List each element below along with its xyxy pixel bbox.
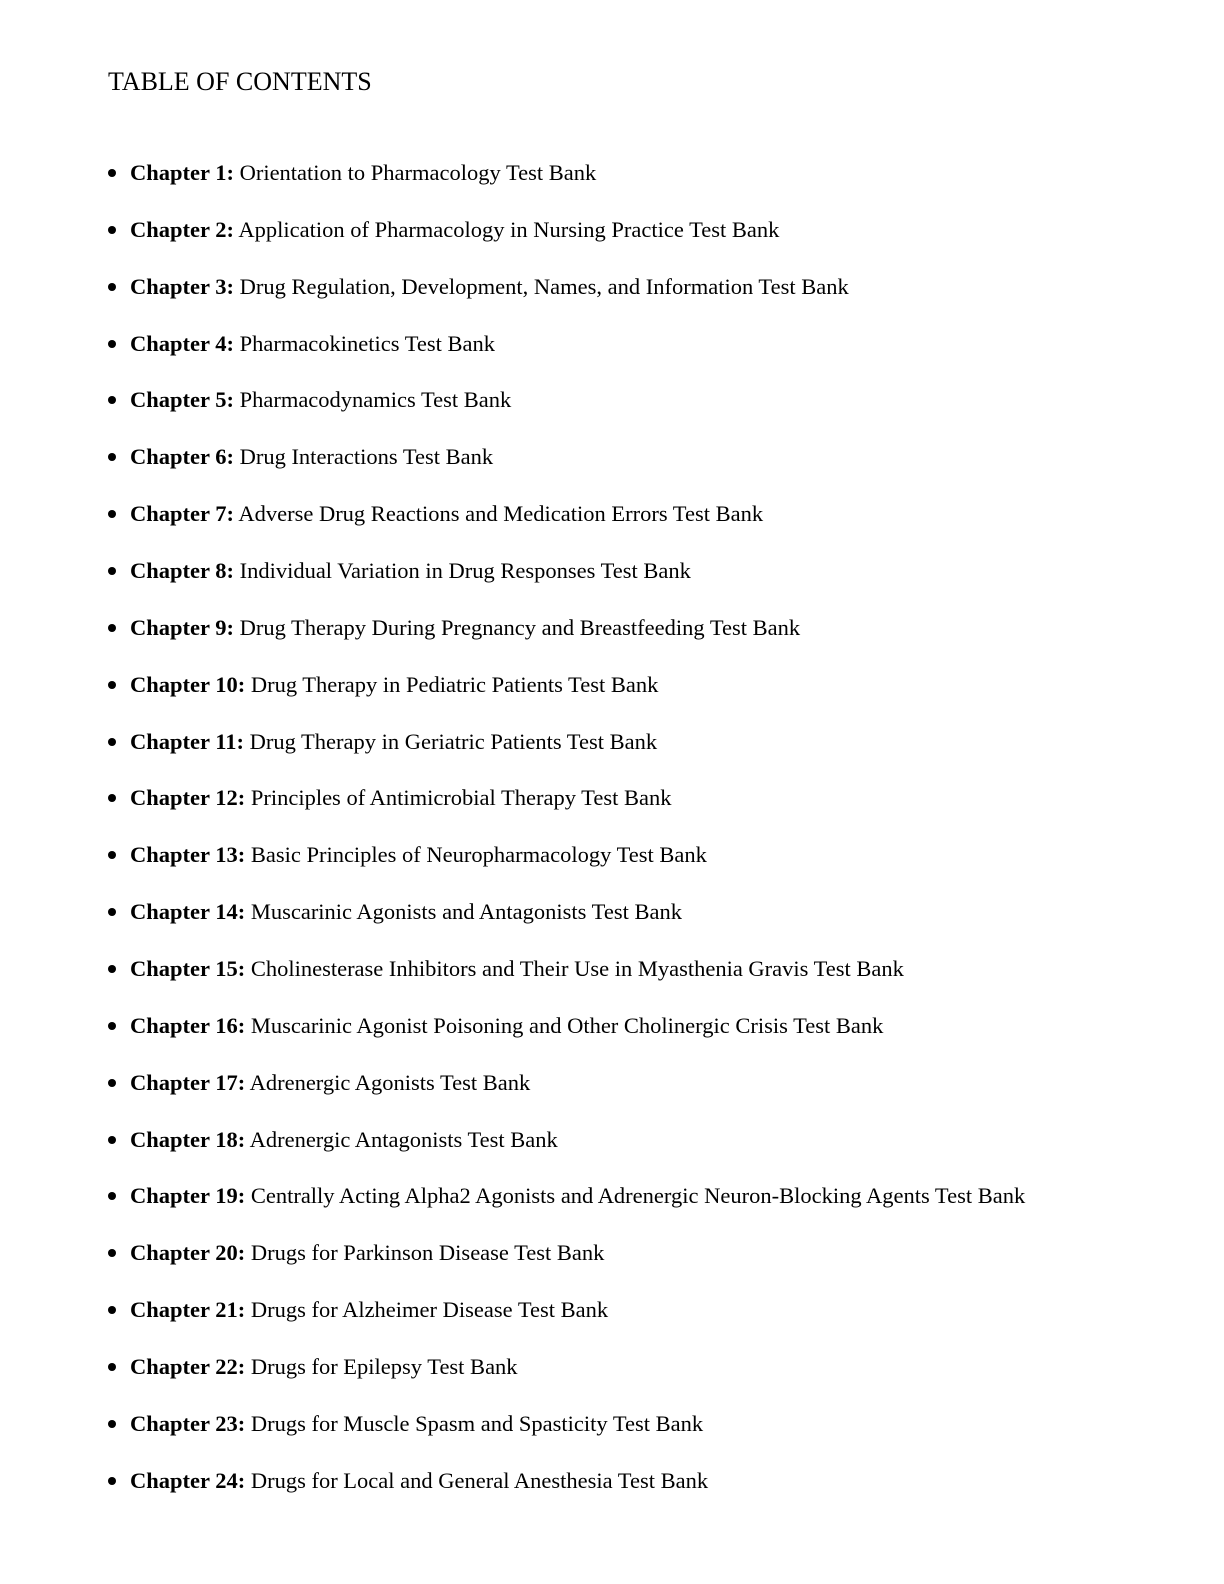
chapter-entry: [130, 1293, 608, 1327]
bullet-icon: [108, 681, 116, 689]
bullet-icon: [108, 908, 116, 916]
chapter-list-item: [104, 725, 1144, 759]
chapter-title: Drugs for Epilepsy Test Bank: [250, 1353, 518, 1379]
chapter-list-item: [104, 156, 1144, 190]
chapter-entry: [130, 895, 682, 929]
chapter-list-item: [104, 440, 1144, 474]
bullet-icon: [108, 1420, 116, 1428]
bullet-icon: [108, 396, 116, 404]
chapter-title: Application of Pharmacology in Nursing Practice Test Bank: [238, 216, 780, 242]
chapter-entry: [130, 554, 691, 588]
chapter-title: Adrenergic Agonists Test Bank: [249, 1069, 531, 1095]
chapter-list-item: [104, 781, 1144, 815]
bullet-icon: [108, 340, 116, 348]
chapter-entry: [130, 781, 671, 815]
chapter-list-item: [104, 895, 1144, 929]
chapter-title: Drug Regulation, Development, Names, and Information Test Bank: [239, 273, 849, 299]
chapter-label: Chapter 22:: [130, 1353, 246, 1379]
bullet-icon: [108, 851, 116, 859]
chapter-title: Drugs for Local and General Anesthesia Test Bank: [250, 1467, 709, 1493]
chapter-title: Drug Therapy During Pregnancy and Breastfeeding Test Bank: [239, 614, 801, 640]
bullet-icon: [108, 1249, 116, 1257]
chapter-list-item: [104, 1350, 1144, 1384]
chapter-entry: [130, 327, 495, 361]
bullet-icon: [108, 226, 116, 234]
chapter-list-item: [104, 952, 1144, 986]
chapter-label: Chapter 1:: [130, 160, 234, 185]
bullet-icon: [108, 283, 116, 291]
bullet-icon: [108, 1363, 116, 1371]
chapter-list-item: [104, 554, 1144, 588]
chapter-list-item: [104, 1464, 1144, 1498]
chapter-list-item: [104, 1009, 1144, 1043]
chapter-title: Orientation to Pharmacology Test Bank: [239, 160, 597, 185]
chapter-entry: [130, 838, 707, 872]
chapter-list-item: [104, 497, 1144, 531]
chapter-entry: [130, 611, 800, 645]
chapter-label: Chapter 20:: [130, 1240, 246, 1266]
chapter-label: Chapter 12:: [130, 785, 246, 811]
chapter-list-item: [104, 1179, 1144, 1213]
chapter-list-item: [104, 611, 1144, 645]
chapter-entry: [130, 1407, 703, 1441]
bullet-icon: [108, 1192, 116, 1200]
chapter-label: Chapter 24:: [130, 1467, 246, 1493]
chapter-label: Chapter 9:: [130, 614, 234, 640]
page-title: TABLE OF CONTENTS: [108, 67, 372, 96]
bullet-icon: [108, 1022, 116, 1030]
bullet-icon: [108, 794, 116, 802]
chapter-title: Drug Therapy in Pediatric Patients Test Bank: [250, 671, 659, 697]
chapter-title: Adrenergic Antagonists Test Bank: [249, 1126, 558, 1152]
chapter-title: Adverse Drug Reactions and Medication Errors Test Bank: [238, 501, 764, 527]
chapter-label: Chapter 5:: [130, 387, 234, 413]
chapter-title: Drug Interactions Test Bank: [239, 444, 494, 470]
chapter-title: Individual Variation in Drug Responses Test Bank: [239, 558, 691, 583]
chapter-label: Chapter 7:: [130, 501, 234, 527]
chapter-list-item: [104, 1293, 1144, 1327]
chapter-label: Chapter 14:: [130, 899, 246, 925]
chapter-list-item: [104, 668, 1144, 702]
chapter-entry: [130, 952, 904, 986]
bullet-icon: [108, 738, 116, 746]
chapter-label: Chapter 17:: [130, 1069, 246, 1095]
chapter-title: Drug Therapy in Geriatric Patients Test Bank: [249, 728, 658, 754]
chapter-entry: [130, 213, 779, 247]
chapter-label: Chapter 15:: [130, 955, 246, 981]
chapter-list-item: [104, 1236, 1144, 1270]
chapter-entry: [130, 1066, 530, 1100]
bullet-icon: [108, 1079, 116, 1087]
chapter-title: Centrally Acting Alpha2 Agonists and Adrenergic Neuron-Blocking Agents Test Bank: [250, 1183, 1026, 1209]
chapter-label: Chapter 23:: [130, 1410, 246, 1436]
chapter-list-item: [104, 327, 1144, 361]
chapter-title: Cholinesterase Inhibitors and Their Use in Myasthenia Gravis Test Bank: [250, 955, 904, 981]
chapter-label: Chapter 4:: [130, 330, 234, 356]
chapter-entry: [130, 1464, 708, 1498]
chapter-title: Basic Principles of Neuropharmacology Test Bank: [250, 842, 707, 868]
bullet-icon: [108, 453, 116, 461]
chapter-entry: [130, 383, 511, 417]
chapter-list-item: [104, 270, 1144, 304]
bullet-icon: [108, 965, 116, 973]
chapter-entry: [130, 270, 849, 304]
bullet-icon: [108, 1477, 116, 1485]
chapter-label: Chapter 11:: [130, 728, 244, 754]
chapter-list-item: [104, 1407, 1144, 1441]
bullet-icon: [108, 1136, 116, 1144]
bullet-icon: [108, 510, 116, 518]
chapter-label: Chapter 6:: [130, 444, 234, 470]
chapter-label: Chapter 13:: [130, 842, 246, 868]
chapter-entry: [130, 1009, 883, 1043]
chapter-list-item: [104, 1066, 1144, 1100]
bullet-icon: [108, 1306, 116, 1314]
chapter-label: Chapter 8:: [130, 558, 234, 583]
chapter-list-item: [104, 213, 1144, 247]
chapter-label: Chapter 3:: [130, 273, 234, 299]
chapter-title: Pharmacokinetics Test Bank: [239, 330, 496, 356]
chapter-entry: [130, 668, 658, 702]
bullet-icon: [108, 567, 116, 575]
chapter-entry: [130, 440, 493, 474]
chapter-list-item: [104, 1123, 1144, 1157]
chapter-title: Drugs for Parkinson Disease Test Bank: [250, 1240, 605, 1266]
bullet-icon: [108, 624, 116, 632]
chapter-entry: [130, 1179, 1025, 1213]
chapter-entry: [130, 497, 763, 531]
chapter-list-item: [104, 383, 1144, 417]
chapter-title: Pharmacodynamics Test Bank: [239, 387, 512, 413]
chapter-title: Muscarinic Agonists and Antagonists Test Bank: [250, 899, 682, 925]
chapter-title: Drugs for Muscle Spasm and Spasticity Test Bank: [250, 1410, 704, 1436]
chapter-label: Chapter 19:: [130, 1183, 246, 1209]
chapter-title: Muscarinic Agonist Poisoning and Other Cholinergic Crisis Test Bank: [250, 1012, 884, 1038]
chapter-list-item: [104, 838, 1144, 872]
chapter-entry: [130, 1123, 558, 1157]
chapter-label: Chapter 10:: [130, 671, 246, 697]
chapter-entry: [130, 1350, 518, 1384]
bullet-icon: [108, 169, 116, 177]
chapter-entry: [130, 725, 657, 759]
chapter-title: Drugs for Alzheimer Disease Test Bank: [250, 1297, 609, 1322]
chapter-label: Chapter 21:: [130, 1297, 246, 1322]
chapter-label: Chapter 2:: [130, 216, 234, 242]
chapter-entry: [130, 1236, 604, 1270]
chapter-label: Chapter 18:: [130, 1126, 246, 1152]
chapter-entry: [130, 156, 596, 190]
chapter-label: Chapter 16:: [130, 1012, 246, 1038]
chapter-title: Principles of Antimicrobial Therapy Test Bank: [250, 785, 672, 811]
